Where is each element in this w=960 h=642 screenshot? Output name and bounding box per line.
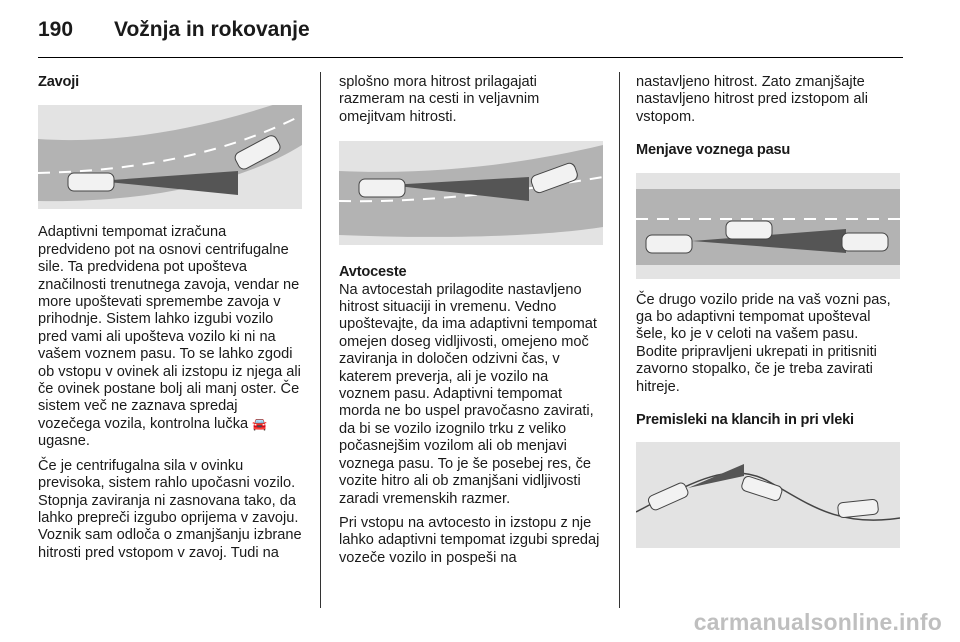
car-indicator-icon: 🚘 [252,416,268,431]
watermark: carmanualsonline.info [693,609,942,635]
figure-curve-illustration [38,105,302,209]
motorways-paragraph-2: Pri vstopu na avtocesto in izstopu z nje lahko adaptivni tempomat izgubi spredaj vozeče vozilo in pospeši na [339,514,600,566]
heading-motorways: Avtoceste [339,264,407,281]
column-1 [38,74,302,562]
heading-lane-changes: Menjave voznega pasu [636,142,791,159]
lane-change-paragraph: Če drugo vozilo pride na vaš vozni pas, ga bo adaptivni tempomat upošteval šele, ko je v celoti na vašem pasu. Bodite pripravljeni ukrepati in pritisniti zavorno stopalko, če je treba zavirati hitreje. [636,291,891,395]
figure-hills [636,442,900,548]
column-3 [636,74,900,548]
curves-paragraph-1: Adaptivni tempomat izračuna predvideno pot na osnovi centrifugalne sile. Ta predvidena pot upošteva značilnosti trenutnega zavoja, vendar ne more upoštevati spremembe zavoja v prihodnje. Sistem lahko izgubi vozilo pred vami ali upošteva vozilo ki ni na vašem voznem pasu. To se lahko zgodi ob vstopu v ovinek ali izstopu iz njega ali če ovinek postane bolj ali manj oster. Če sistem več ne zaznava spredaj vozečega vozila, kontrolna lučka [38,224,301,432]
col2-paragraph-0: splošno mora hitrost prilagajati razmeram na cesti in veljavnim omejitvam hitrosti. [339,74,540,125]
motorways-paragraph-1: Na avtocestah prilagodite nastavljeno hitrost situaciji in vremenu. Vedno upoštevajte, da ima adaptivni tempomat omejen doseg vidljivosti, omejeno moč zaviranja in določen odzivni čas, v katerem preverja, ali je vozilo na voznem pasu. Adaptivni tempomat morda ne bo uspel pravočasno zavirati, da bi se vozilo izognilo trku z veliko počasnejšim vozilom ali ob menjavi voznega pasu. To je še posebej res, če vozite hitro ali ob zmanjšani vidljivosti zaradi vremenskih razmer. [339,281,597,507]
column-2 [339,74,603,567]
curves-paragraph-1-end: ugasne. [38,433,90,450]
heading-curves: Zavoji [38,74,79,90]
figure-lane-change [636,173,900,279]
col3-paragraph-0: nastavljeno hitrost. Zato zmanjšajte nastavljeno hitrost pred izstopom ali vstopom. [636,74,868,125]
page-number: 190 [38,18,74,41]
column-divider-2 [619,72,620,608]
page-header [38,14,903,58]
figure-motorway-curve [339,141,603,245]
column-divider-1 [320,72,321,608]
curves-paragraph-2: Če je centrifugalna sila v ovinku previsoka, sistem rahlo upočasni vozilo. Stopnja zaviranja ni zasnovana tako, da lahko prepreči izgubo oprijema v zavoju. Voznik sam odloča o zmanjšanju izbrane hitrosti pred vstopom v zavoj. Tudi na [38,457,302,561]
page-title: Vožnja in rokovanje [114,18,310,41]
heading-hills-towing: Premisleki na klancih in pri vleki [636,412,854,429]
